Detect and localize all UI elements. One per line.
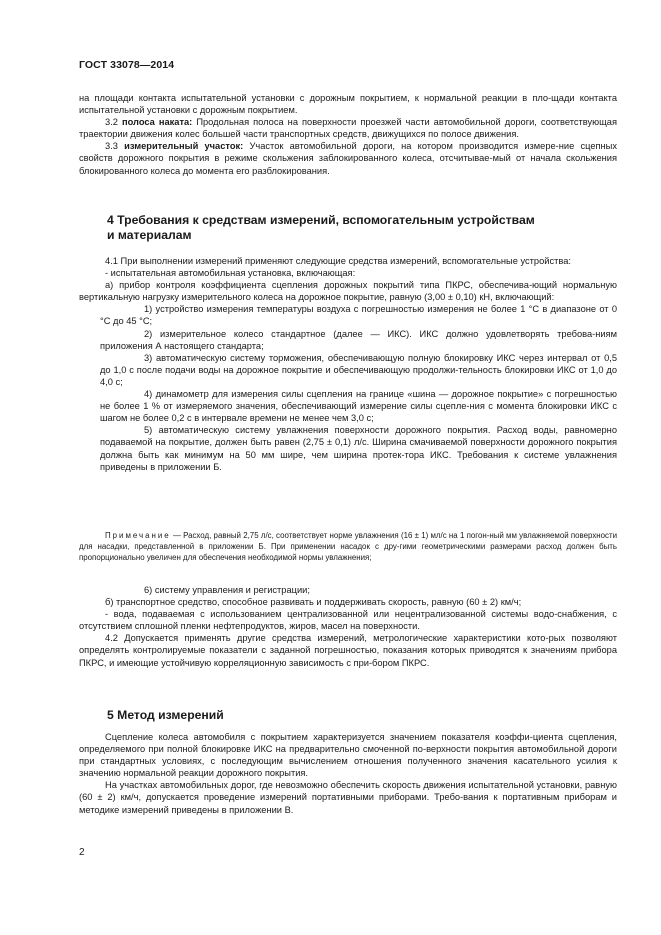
list-item-a: а) прибор контроля коэффициента сцепления дорожных покрытий типа ПКРС, обеспечива-ющий нормальную вертикальную нагрузку измерительного колеса на дорожное покрытие, равную (3,00 ± 0,10) кН, включающий: — [79, 280, 617, 303]
note-text: — Расход, равный 2,75 л/с, соответствует норме увлажнения (16 ± 1) мл/с на 1 погон-ный мм увлажняемой поверхности для насадки, представленной в приложении Б. При применении насадок с дру-гими геометрическими размерами расход должен быть пропорционально увеличен для обеспечения необходимой нормы увлажнения; — [79, 531, 617, 562]
note-label: Примечание — [105, 531, 171, 540]
paragraph-continuation: на площади контакта испытательной установки с дорожным покрытием, к нормальной реакции в пло-щади контакта испытательной установки с дорожным покрытием. — [79, 93, 617, 116]
list-item-4: 4) динамометр для измерения силы сцепления на границе «шина — дорожное покрытие» с погрешностью не более 1 % от измеряемого значения, обеспечивающий измерение силы сцепле-ния с момента блокировки ИКС с шагом не более 0,2 с в интервале времени не менее чем 3,0 с; — [100, 389, 617, 424]
term-number: 3.3 — [105, 141, 118, 152]
section-4-1-block — [79, 255, 617, 473]
term-name: полоса наката: — [121, 117, 193, 128]
term-3-3 — [79, 140, 617, 176]
paragraph-4-1: 4.1 При выполнении измерений применяют следующие средства измерений, вспомогательные устройства: — [105, 256, 571, 266]
section-5-heading: 5 Метод измерений — [107, 708, 224, 722]
term-definition: Продольная полоса на поверхности проезжей части автомобильной дороги, соответствующая траектории движения колес большей части транспортных средств, движущихся по полосе движения. — [79, 117, 618, 140]
list-item-1: 1) устройство измерения температуры воздуха с погрешностью измерения не более 1 °С в диапазоне от 0 °С до 45 °С; — [100, 304, 617, 327]
section-5-block — [79, 731, 617, 816]
paragraph-4-2: 4.2 Допускается применять другие средства измерений, метрологические характеристики кото-рых позволяют определять контролируемые показатели с заданной погрешностью, показания которых приводятся к значениям прибора ПКРС, и имеющие устойчивую корреляционную зависимость с при-бором ПКРС. — [79, 633, 617, 668]
list-item-b: б) транспортное средство, способное развивать и поддерживать скорость, равную (60 ± 2) км/ч; — [105, 597, 522, 608]
section-5-paragraph-1: Сцепление колеса автомобиля с покрытием характеризуется значением показателя коэффи-циента сцепления, определяемого при полной блокировке ИКС на предварительно смоченной по-верхности покрытия автомобильной дороги при стандартных условиях, с последующим вычислением отношения полученного значения касательного усилия к значению нормальной реакции дорожного покрытия. — [79, 732, 617, 779]
list-dash-installation: - испытательная автомобильная установка, включающая: — [105, 268, 356, 279]
page-number: 2 — [79, 847, 85, 858]
term-3-2 — [79, 116, 617, 140]
term-number: 3.2 — [105, 117, 118, 128]
list-item-5: 5) автоматическую систему увлажнения поверхности дорожного покрытия. Расход воды, равномерно подаваемой на покрытие, должен быть равен (2,75 ± 0,1) л/с. Ширина смачиваемой поверхности дорожного покрытия должна быть как минимум на 50 мм шире, чем ширина протек-тора ИКС. Требования к системе увлажнения приведены в приложении Б. — [100, 425, 617, 472]
note-block — [79, 531, 617, 563]
section-4-heading-line1: 4 Требования к средствам измерений, вспомогательным устройствам — [107, 213, 535, 227]
section-4-1-continued — [79, 584, 617, 669]
section-4-heading — [107, 213, 535, 243]
list-dash-water: - вода, подаваемая с использованием централизованной или нецентрализованной системы водо-снабжения, с отсутствием сплошной пленки нефтепродуктов, жиров, масел на поверхности. — [79, 609, 617, 632]
term-name: измерительный участок: — [124, 141, 244, 152]
standard-header: ГОСТ 33078—2014 — [79, 59, 175, 71]
note-paragraph — [79, 531, 617, 563]
section-4-heading-line2: и материалам — [107, 228, 192, 242]
list-item-3: 3) автоматическую систему торможения, обеспечивающую полную блокировку ИКС через интервал от 0,5 до 1,0 с после подачи воды на дорожное покрытие и обеспечивающую продолжи-тельность блокировки ИКС от 1,0 до 4,0 с; — [100, 352, 617, 387]
term-definition: Участок автомобильной дороги, на котором производится измере-ние сцепных свойств дорожного покрытия в режиме скольжения заблокированного колеса, отсчитывае-мый от начала скольжения блокированного колеса до момента его разблокирования. — [79, 141, 618, 176]
list-item-2: 2) измерительное колесо стандартное (далее — ИКС). ИКС должно удовлетворять требова-ниям приложения А настоящего стандарта; — [100, 328, 617, 351]
list-item-6: 6) систему управления и регистрации; — [144, 585, 310, 595]
definitions-block — [79, 92, 617, 177]
section-5-paragraph-2: На участках автомобильных дорог, где невозможно обеспечить скорость движения испытательной установки, равную (60 ± 2) км/ч, допускается проведение измерений портативными приборами. Требо-вания к портативным приборам и методике измерений приведены в приложении В. — [79, 780, 617, 815]
